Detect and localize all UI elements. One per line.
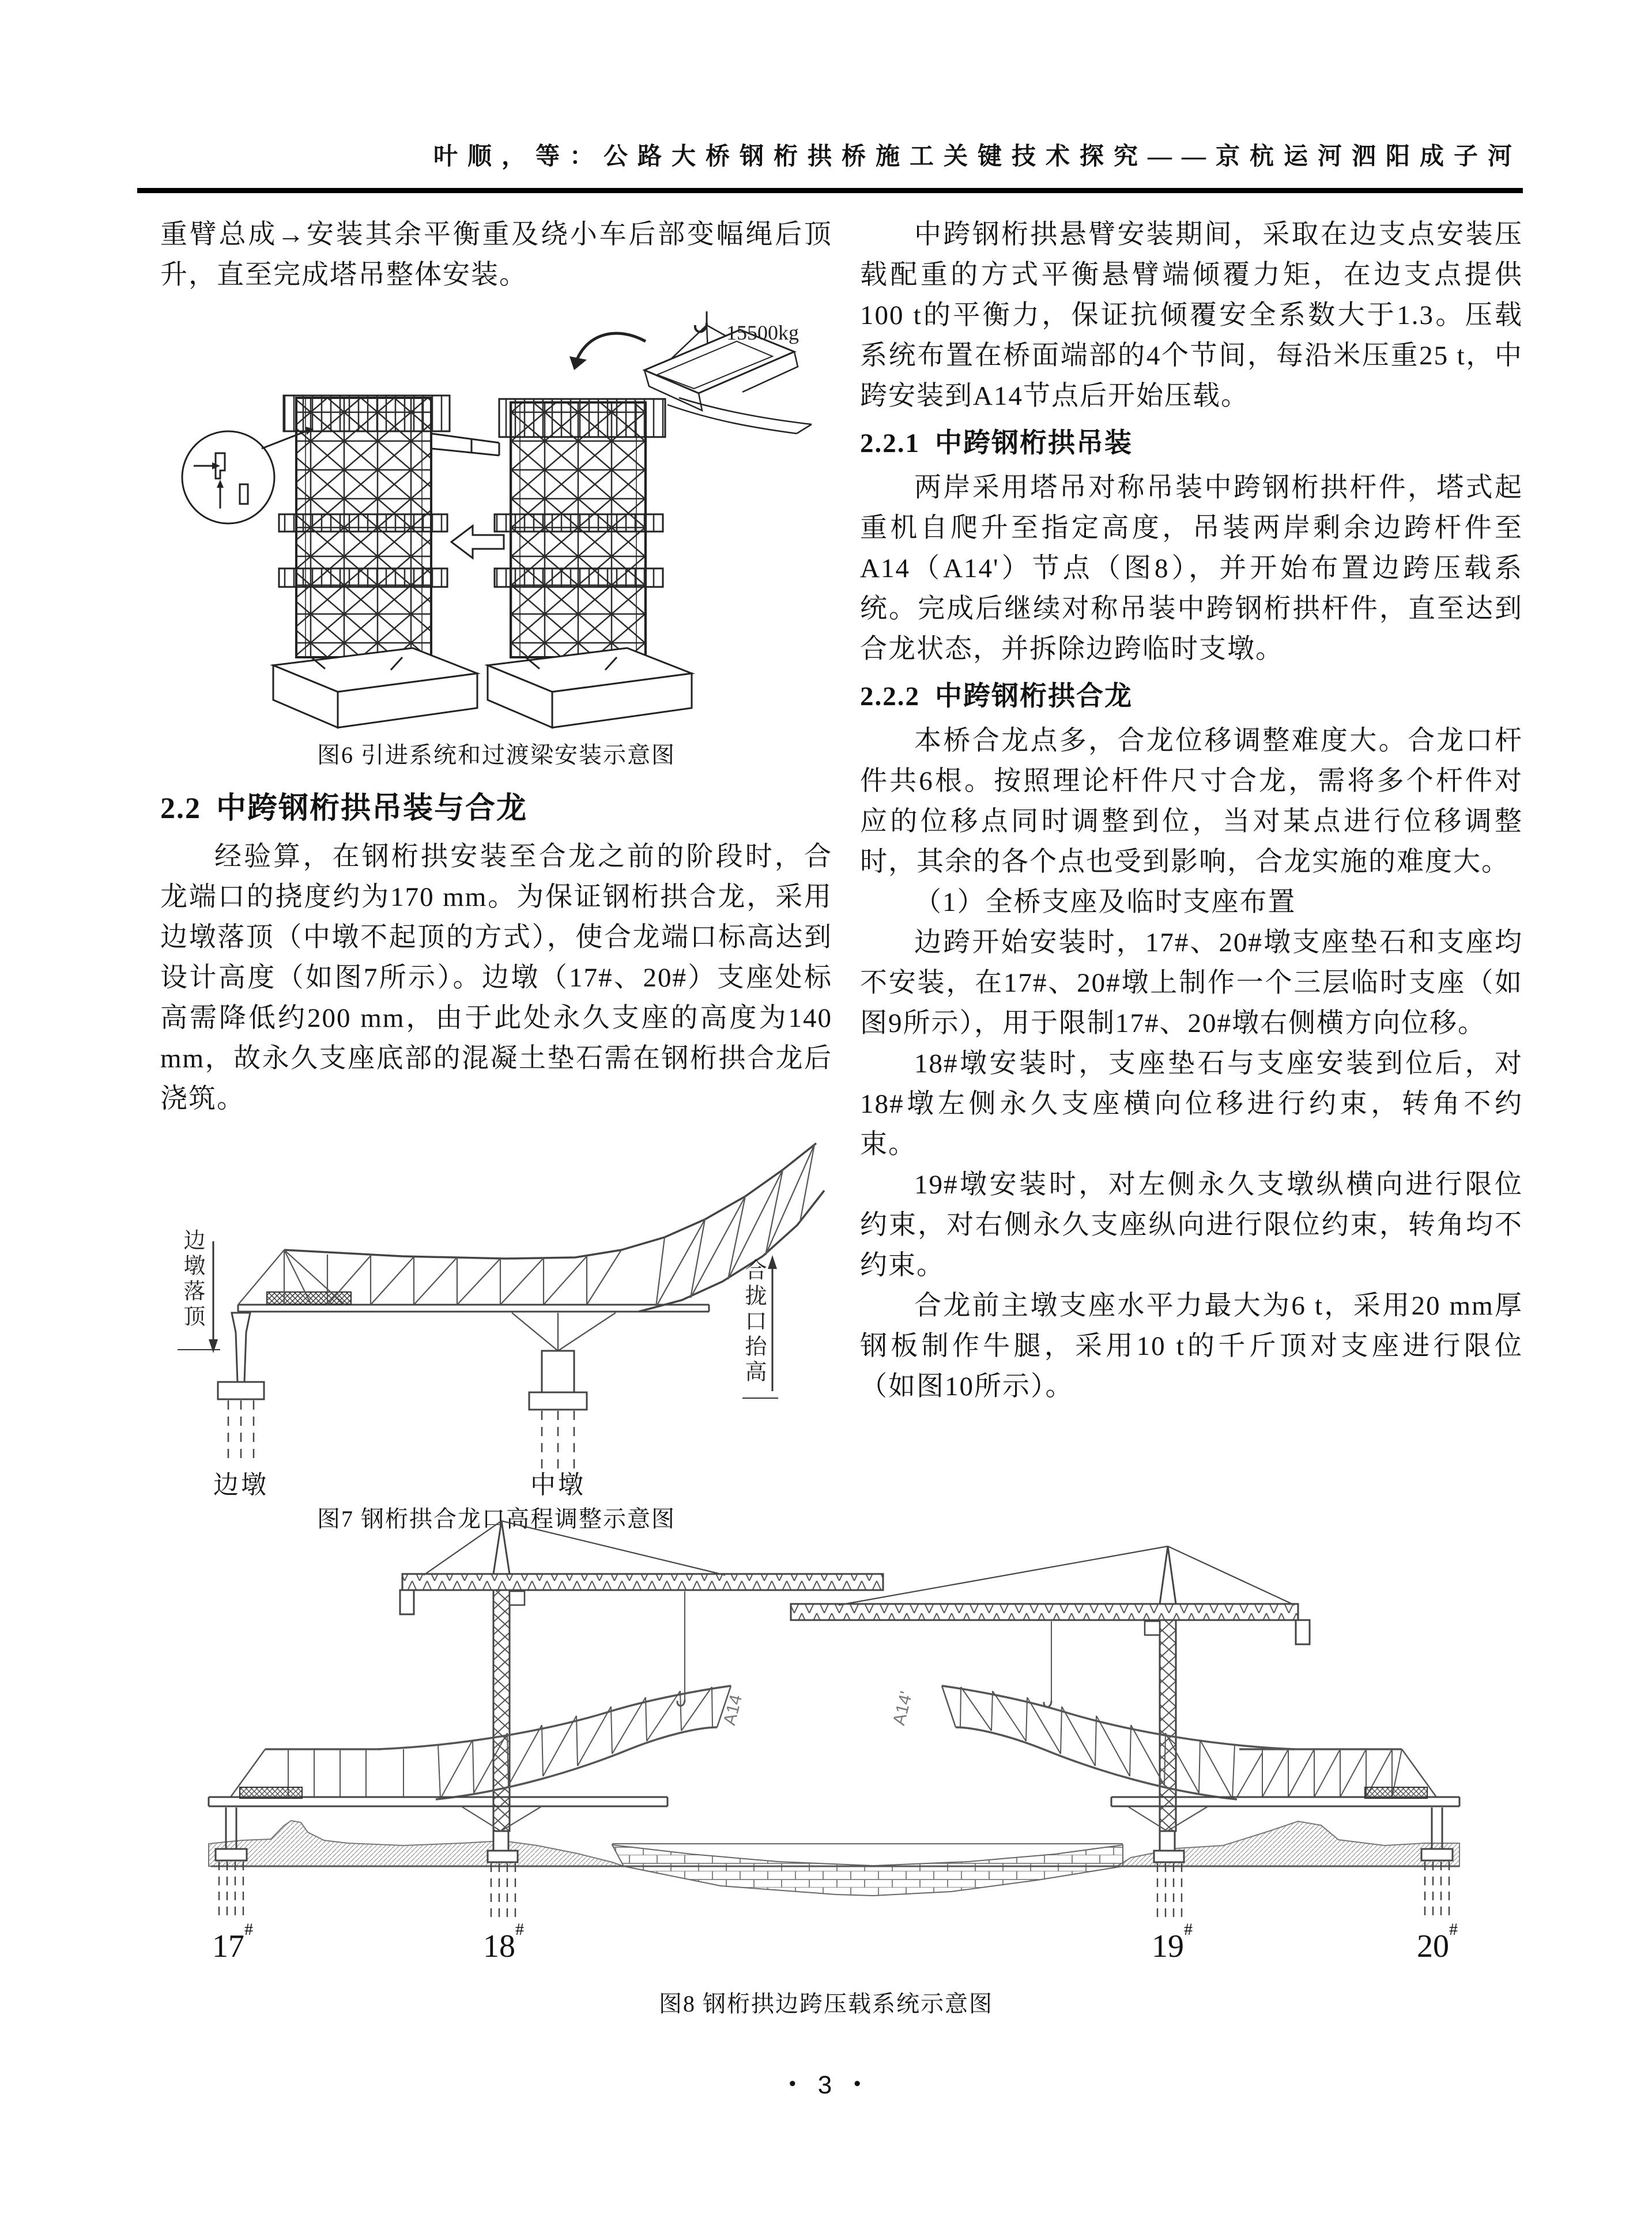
- paragraph: 19#墩安装时，对左侧永久支墩纵横向进行限位约束，对右侧永久支座纵向进行限位约束，转角均不约束。: [860, 1170, 1523, 1280]
- paragraph: 合龙前主墩支座水平力最大为6 t，采用20 mm厚钢板制作牛腿，采用10 t的千斤顶对支座进行限位（如图10所示）。: [860, 1291, 1523, 1402]
- paragraph: （1）全桥支座及临时支座布置: [914, 887, 1296, 917]
- figure8-pier-18-label: 18#: [483, 1920, 524, 1964]
- section-number: 2.2.2: [860, 681, 920, 711]
- paragraph: 重臂总成→安装其余平衡重及绕小车后部变幅绳后顶升，直至完成塔吊整体安装。: [160, 220, 832, 290]
- section-heading-2-2-2: [860, 674, 1523, 718]
- figure7-label-side-pier-drop: 边墩落顶: [180, 1229, 204, 1330]
- section-title: 中跨钢桁拱合龙: [935, 680, 1133, 711]
- paragraph: 18#墩安装时，支座垫石与支座安装到位后，对18#墩左侧永久支座横向位移进行约束，转角不约束。: [860, 1049, 1523, 1159]
- footer-right-dot: •: [854, 2073, 863, 2095]
- paragraph: 两岸采用塔吊对称吊装中跨钢桁拱杆件，塔式起重机自爬升至指定高度，吊装两岸剩余边跨杆件至A14（A14'）节点（图8），并开始布置边跨压载系统。完成后继续对称吊装中跨钢桁拱杆件，直至达到合龙状态，并拆除边跨临时支墩。: [860, 473, 1523, 664]
- section-title: 中跨钢桁拱吊装: [935, 427, 1133, 458]
- section-number: 2.2.1: [860, 428, 920, 458]
- section-heading-2-2-1: [860, 421, 1523, 465]
- figure6-weight-label: 15500kg: [726, 321, 799, 344]
- page-number: • 3 •: [789, 2071, 863, 2099]
- figure8: [0, 1516, 1652, 1972]
- figure8-pier-20-label: 20#: [1417, 1920, 1458, 1964]
- figure8-pier-19-label: 19#: [1152, 1920, 1193, 1964]
- right-column: [860, 214, 1523, 1407]
- header-rule: [137, 188, 1523, 193]
- figure7-illustration: [160, 1127, 832, 1496]
- paragraph: 中跨钢桁拱悬臂安装期间，采取在边支点安装压载配重的方式平衡悬臂端倾覆力矩，在边支点提供100 t的平衡力，保证抗倾覆安全系数大于1.3。压载系统布置在桥面端部的4个节间，每沿米压重25 t，中跨安装到A14节点后开始压载。: [860, 220, 1523, 411]
- running-title: 叶顺，等：公路大桥钢桁拱桥施工关键技术探究——京杭运河泗阳成子河: [433, 144, 1522, 170]
- paragraph: 本桥合龙点多，合龙位移调整难度大。合龙口杆件共6根。按照理论杆件尺寸合龙，需将多个杆件对应的位移点同时调整到位，当对某点进行位移调整时，其余的各个点也受到影响，合龙实施的难度大。: [860, 726, 1523, 877]
- figure6: [160, 311, 832, 732]
- paragraph: 经验算，在钢桁拱安装至合龙之前的阶段时，合龙端口的挠度约为170 mm。为保证钢桁拱合龙，采用边墩落顶（中墩不起顶的方式），使合龙端口标高达到设计高度（如图7所示）。边墩（17#、20#）支座处标高需降低约200 mm，由于此处永久支座的高度为140 mm，故永久支座底部的混凝土垫石需在钢桁拱合龙后浇筑。: [160, 842, 832, 1114]
- figure8-node-a14-label: A14: [720, 1692, 746, 1727]
- footer-left-dot: •: [789, 2073, 798, 2095]
- figure8-pier-17-label: 17#: [212, 1920, 253, 1964]
- figure8-node-a14p-label: A14': [889, 1689, 916, 1727]
- figure6-caption: 图6 引进系统和过渡梁安装示意图: [317, 742, 676, 768]
- figure7-label-closure-raise: 合拢口抬高: [741, 1259, 765, 1385]
- figure8-caption: 图8 钢桁拱边跨压载系统示意图: [659, 1991, 993, 2017]
- figure7-pier-left-label: 边墩: [213, 1471, 269, 1499]
- paragraph: 边跨开始安装时，17#、20#墩支座垫石和支座均不安装，在17#、20#墩上制作一个三层临时支座（如图9所示），用于限制17#、20#墩右侧横方向位移。: [860, 928, 1523, 1038]
- figure7-caption: 图7 钢桁拱合龙口高程调整示意图: [317, 1506, 676, 1532]
- left-column: [160, 214, 832, 1535]
- section-number: 2.2: [160, 792, 201, 825]
- figure7: [160, 1127, 832, 1499]
- section-heading-2-2: [160, 785, 832, 832]
- section-title: 中跨钢桁拱吊装与合龙: [216, 792, 528, 825]
- figure8-illustration: [0, 1516, 1652, 1972]
- figure7-pier-mid-label: 中墩: [530, 1471, 586, 1499]
- figure6-illustration: [160, 311, 832, 732]
